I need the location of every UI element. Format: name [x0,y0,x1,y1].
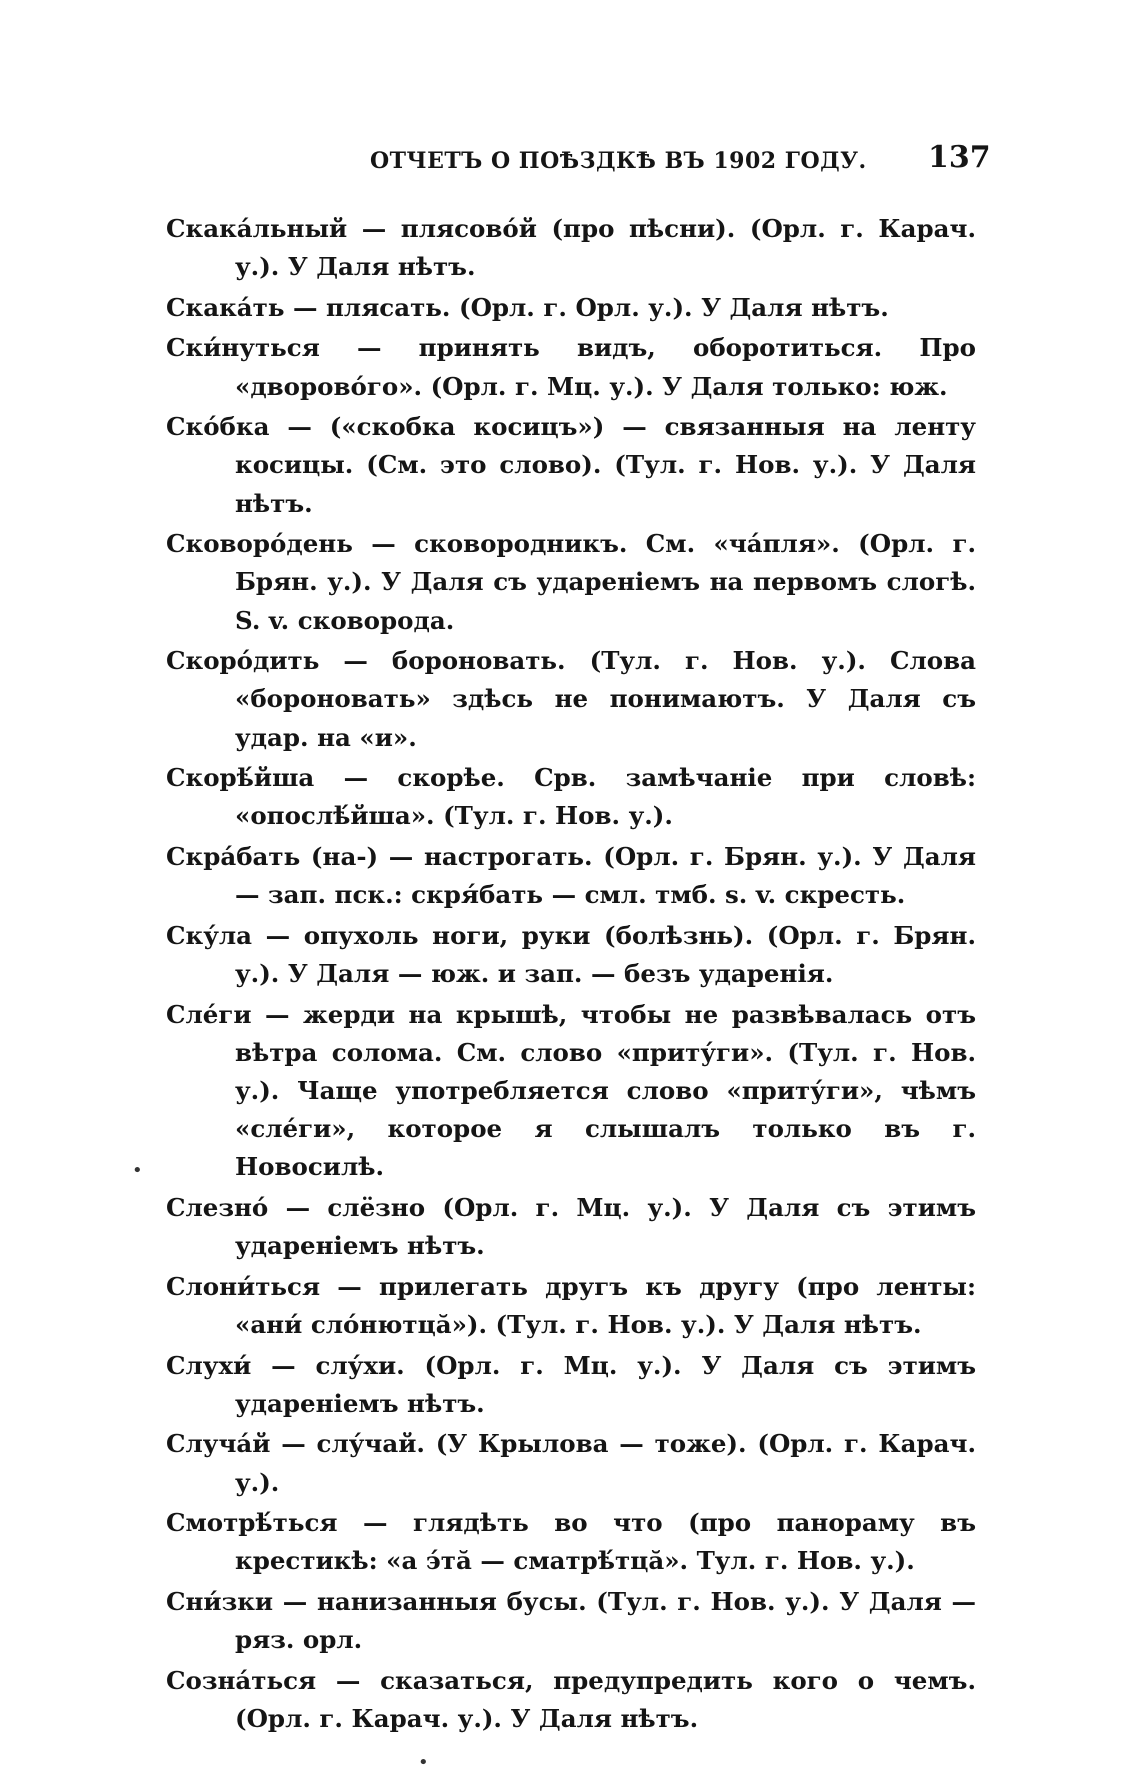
dictionary-entry: Скра́бать (на-) — настрогать. (Орл. г. Брян. у.). У Даля — зап. пск.: скря́бать — смл. тмб. s. v. скресть. [166,841,976,910]
page-number: 137 [928,140,991,175]
dictionary-entry: Слони́ться — прилегать другъ къ другу (про ленты: «ани́ сло́нютцă»). (Тул. г. Нов. у.). У Даля нѣтъ. [166,1271,976,1339]
dictionary-entry: Ски́нуться — принять видъ, оборотиться. Про «дворово́го». (Орл. г. Мц. у.). У Даля только: юж. [166,333,976,401]
dictionary-entry: Ско́бка — («скобка косицъ») — связанныя на ленту косицы. (См. это слово). (Тул. г. Нов. у.). У Даля нѣтъ. [166,412,976,518]
dictionary-entry: Скака́ть — плясать. (Орл. г. Орл. у.). У Даля нѣтъ. [166,292,889,322]
dictionary-entry: Сковоро́день — сковородникъ. См. «ча́пля». (Орл. г. Брян. у.). У Даля съ удареніемъ на первомъ слогѣ. S. v. сковорода. [166,529,976,635]
dictionary-entry: Созна́ться — сказаться, предупредить кого о чемъ. (Орл. г. Карач. у.). У Даля нѣтъ. [166,1665,976,1733]
dictionary-entry: Скака́льный — плясово́й (про пѣсни). (Орл. г. Карач. у.). У Даля нѣтъ. [166,214,976,282]
dictionary-entry: Слухи́ — слу́хи. (Орл. г. Мц. у.). У Даля съ этимъ удареніемъ нѣтъ. [166,1350,976,1418]
dictionary-entry: Скорѣ́йша — скорѣе. Срв. замѣчаніе при словѣ: «опослѣ́йша». (Тул. г. Нов. у.). [166,763,976,831]
dictionary-entry: Сни́зки — нанизанныя бусы. (Тул. г. Нов. у.). У Даля — ряз. орл. [166,1586,976,1655]
running-head-title: ОТЧЕТЪ О ПОѢЗДКѢ ВЪ 1902 ГОДУ. [370,148,867,174]
page-speck: • [418,1752,429,1773]
dictionary-entry: Ску́ла — опухоль ноги, руки (болѣзнь). (Орл. г. Брян. у.). У Даля — юж. и зап. — безъ ударенія. [166,920,976,988]
dictionary-entry: Смотрѣ́ться — глядѣть во что (про панораму въ крестикѣ: «а э́тă — сматрѣ́тцă». Тул. г. Нов. у.). [166,1508,976,1576]
dictionary-entry: Слезно́ — слёзно (Орл. г. Мц. у.). У Даля съ этимъ удареніемъ нѣтъ. [166,1192,976,1261]
dictionary-entry: Случа́й — слу́чай. (У Крылова — тоже). (Орл. г. Карач. у.). [166,1429,976,1497]
dictionary-entry: Скоро́дить — бороновать. (Тул. г. Нов. у.). Слова «бороновать» здѣсь не понимаютъ. У Даля съ удар. на «и». [166,646,976,752]
margin-mark: • [132,1160,143,1181]
dictionary-entries [166,210,976,1738]
dictionary-entry: Сле́ги — жерди на крышѣ, чтобы не развѣвалась отъ вѣтра солома. См. слово «приту́ги». (Тул. г. Нов. у.). Чаще употребляется слово «приту́ги», чѣмъ «сле́ги», которое я слышалъ только въ г. Новосилѣ. [166,999,976,1182]
